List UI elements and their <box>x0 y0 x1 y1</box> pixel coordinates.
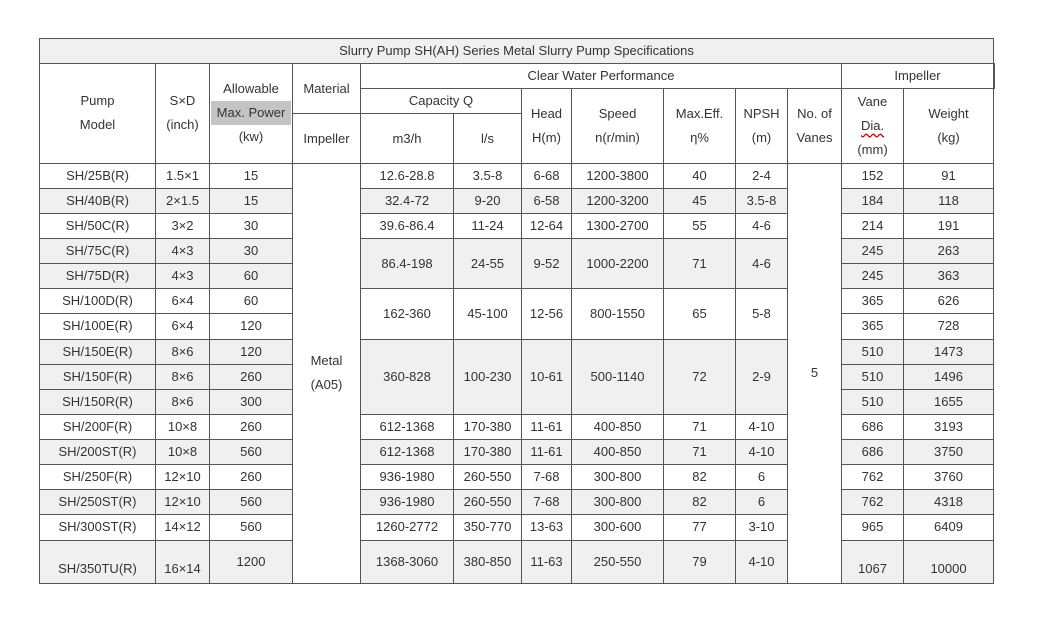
pump-model: SH/250ST(R) <box>40 490 156 515</box>
capacity-m3h: 1260-2772 <box>361 515 454 540</box>
pump-model: SH/25B(R) <box>40 163 156 188</box>
pump-model: SH/200F(R) <box>40 414 156 439</box>
weight-value: 1496 <box>904 364 994 389</box>
sxd-value: 8×6 <box>156 389 210 414</box>
power-value: 260 <box>210 364 293 389</box>
capacity-ls: 11-24 <box>454 213 522 238</box>
pump-model: SH/250F(R) <box>40 465 156 490</box>
header-pricing <box>994 64 995 89</box>
header-npsh: NPSH (m) <box>736 89 788 163</box>
npsh-value: 4-10 <box>736 414 788 439</box>
speed-value: 400-850 <box>572 440 664 465</box>
weight-value: 1655 <box>904 389 994 414</box>
power-value: 30 <box>210 213 293 238</box>
vane-dia-value: 1067 <box>842 540 904 583</box>
sxd-value: 16×14 <box>156 540 210 583</box>
speed-value: 500-1140 <box>572 339 664 414</box>
speed-value: 1200-3800 <box>572 163 664 188</box>
eff-value: 72 <box>664 339 736 414</box>
weight-value: 363 <box>904 264 994 289</box>
power-value: 15 <box>210 163 293 188</box>
material-value: Metal (A05) <box>293 163 361 583</box>
capacity-ls: 260-550 <box>454 490 522 515</box>
header-speed: Speed n(r/min) <box>572 89 664 163</box>
header-sxd: S×D (inch) <box>156 64 210 164</box>
npsh-value: 6 <box>736 490 788 515</box>
head-value: 11-63 <box>522 540 572 583</box>
header-clear-water-performance: Clear Water Performance <box>361 64 842 89</box>
head-value: 11-61 <box>522 414 572 439</box>
weight-value: 3750 <box>904 440 994 465</box>
weight-value: 3193 <box>904 414 994 439</box>
power-value: 300 <box>210 389 293 414</box>
power-value: 60 <box>210 264 293 289</box>
pump-model: SH/150F(R) <box>40 364 156 389</box>
speed-value: 300-600 <box>572 515 664 540</box>
capacity-m3h: 612-1368 <box>361 440 454 465</box>
sxd-value: 12×10 <box>156 490 210 515</box>
capacity-m3h: 12.6-28.8 <box>361 163 454 188</box>
speed-value: 1300-2700 <box>572 213 664 238</box>
sxd-value: 8×6 <box>156 339 210 364</box>
header-impeller: Impeller <box>842 64 994 89</box>
pump-model: SH/75D(R) <box>40 264 156 289</box>
head-value: 12-56 <box>522 289 572 339</box>
pump-model: SH/75C(R) <box>40 239 156 264</box>
speed-value: 800-1550 <box>572 289 664 339</box>
sxd-value: 10×8 <box>156 440 210 465</box>
power-value: 120 <box>210 314 293 339</box>
weight-value: 10000 <box>904 540 994 583</box>
table-row <box>40 540 995 583</box>
eff-value: 65 <box>664 289 736 339</box>
capacity-ls: 45-100 <box>454 289 522 339</box>
power-value: 260 <box>210 465 293 490</box>
head-value: 13-63 <box>522 515 572 540</box>
vane-dia-value: 152 <box>842 163 904 188</box>
header-pump-model: Pump Model <box>40 64 156 164</box>
npsh-value: 4-6 <box>736 213 788 238</box>
power-value: 260 <box>210 414 293 439</box>
sxd-value: 3×2 <box>156 213 210 238</box>
weight-value: 3760 <box>904 465 994 490</box>
eff-value: 77 <box>664 515 736 540</box>
pump-model: SH/40B(R) <box>40 188 156 213</box>
capacity-m3h: 936-1980 <box>361 490 454 515</box>
power-value: 30 <box>210 239 293 264</box>
header-impeller-material: Impeller <box>293 114 361 163</box>
capacity-m3h: 612-1368 <box>361 414 454 439</box>
header-max-power: Allowable Max. Power (kw) <box>210 64 293 164</box>
weight-value: 626 <box>904 289 994 314</box>
table-row <box>40 239 995 264</box>
table-row <box>40 414 995 439</box>
sxd-value: 1.5×1 <box>156 163 210 188</box>
weight-value: 4318 <box>904 490 994 515</box>
pump-model: SH/200ST(R) <box>40 440 156 465</box>
vane-dia-value: 510 <box>842 364 904 389</box>
capacity-ls: 100-230 <box>454 339 522 414</box>
sxd-value: 12×10 <box>156 465 210 490</box>
header-m3h: m3/h <box>361 114 454 163</box>
power-value: 560 <box>210 490 293 515</box>
eff-value: 45 <box>664 188 736 213</box>
table-row <box>40 163 995 188</box>
head-value: 11-61 <box>522 440 572 465</box>
vane-dia-value: 510 <box>842 389 904 414</box>
speed-value: 300-800 <box>572 490 664 515</box>
sxd-value: 8×6 <box>156 364 210 389</box>
table-row <box>40 440 995 465</box>
vane-dia-value: 762 <box>842 490 904 515</box>
sxd-value: 6×4 <box>156 314 210 339</box>
weight-value: 728 <box>904 314 994 339</box>
table-title: Slurry Pump SH(AH) Series Metal Slurry Pump Specifications <box>40 39 994 64</box>
eff-value: 40 <box>664 163 736 188</box>
eff-value: 82 <box>664 490 736 515</box>
npsh-value: 2-9 <box>736 339 788 414</box>
sxd-value: 2×1.5 <box>156 188 210 213</box>
eff-value: 79 <box>664 540 736 583</box>
table-row <box>40 465 995 490</box>
npsh-value: 3.5-8 <box>736 188 788 213</box>
weight-value: 263 <box>904 239 994 264</box>
pump-model: SH/350TU(R) <box>40 540 156 583</box>
npsh-value: 3-10 <box>736 515 788 540</box>
weight-value: 1473 <box>904 339 994 364</box>
header-vane-dia: Vane Dia. (mm) <box>842 89 904 163</box>
power-value: 1200 <box>210 540 293 583</box>
pump-model: SH/100E(R) <box>40 314 156 339</box>
capacity-ls: 170-380 <box>454 440 522 465</box>
power-value: 120 <box>210 339 293 364</box>
header-no-of-vanes: No. of Vanes <box>788 89 842 163</box>
head-value: 9-52 <box>522 239 572 289</box>
capacity-m3h: 360-828 <box>361 339 454 414</box>
spec-table <box>39 38 995 584</box>
speed-value: 1200-3200 <box>572 188 664 213</box>
header-head: Head H(m) <box>522 89 572 163</box>
head-value: 6-58 <box>522 188 572 213</box>
head-value: 6-68 <box>522 163 572 188</box>
capacity-ls: 3.5-8 <box>454 163 522 188</box>
eff-value: 82 <box>664 465 736 490</box>
table-row <box>40 339 995 364</box>
table-row <box>40 515 995 540</box>
vane-dia-value: 245 <box>842 239 904 264</box>
head-value: 10-61 <box>522 339 572 414</box>
capacity-ls: 380-850 <box>454 540 522 583</box>
pump-model: SH/150E(R) <box>40 339 156 364</box>
vane-dia-value: 184 <box>842 188 904 213</box>
power-value: 15 <box>210 188 293 213</box>
pump-model: SH/300ST(R) <box>40 515 156 540</box>
eff-value: 55 <box>664 213 736 238</box>
capacity-ls: 9-20 <box>454 188 522 213</box>
capacity-m3h: 162-360 <box>361 289 454 339</box>
npsh-value: 6 <box>736 465 788 490</box>
vane-dia-value: 686 <box>842 414 904 439</box>
capacity-m3h: 39.6-86.4 <box>361 213 454 238</box>
capacity-ls: 24-55 <box>454 239 522 289</box>
weight-value: 191 <box>904 213 994 238</box>
capacity-ls: 170-380 <box>454 414 522 439</box>
header-weight: Weight (kg) <box>904 89 994 163</box>
eff-value: 71 <box>664 239 736 289</box>
speed-value: 300-800 <box>572 465 664 490</box>
power-value: 60 <box>210 289 293 314</box>
capacity-m3h: 936-1980 <box>361 465 454 490</box>
npsh-value: 4-10 <box>736 540 788 583</box>
pump-model: SH/100D(R) <box>40 289 156 314</box>
header-max-eff: Max.Eff. η% <box>664 89 736 163</box>
table-row <box>40 490 995 515</box>
sxd-value: 6×4 <box>156 289 210 314</box>
table-row <box>40 289 995 314</box>
power-value: 560 <box>210 440 293 465</box>
vane-dia-value: 762 <box>842 465 904 490</box>
sxd-value: 4×3 <box>156 239 210 264</box>
vane-dia-value: 965 <box>842 515 904 540</box>
head-value: 7-68 <box>522 490 572 515</box>
vane-dia-value: 214 <box>842 213 904 238</box>
sxd-value: 4×3 <box>156 264 210 289</box>
head-value: 12-64 <box>522 213 572 238</box>
eff-value: 71 <box>664 414 736 439</box>
vane-dia-value: 510 <box>842 339 904 364</box>
capacity-ls: 260-550 <box>454 465 522 490</box>
header-capacity: Capacity Q <box>361 89 522 114</box>
speed-value: 1000-2200 <box>572 239 664 289</box>
capacity-m3h: 32.4-72 <box>361 188 454 213</box>
weight-value: 6409 <box>904 515 994 540</box>
capacity-m3h: 86.4-198 <box>361 239 454 289</box>
header-ls: l/s <box>454 114 522 163</box>
eff-value: 71 <box>664 440 736 465</box>
sxd-value: 14×12 <box>156 515 210 540</box>
vanes-value: 5 <box>788 163 842 583</box>
weight-value: 91 <box>904 163 994 188</box>
pump-model: SH/50C(R) <box>40 213 156 238</box>
vane-dia-value: 365 <box>842 289 904 314</box>
speed-value: 400-850 <box>572 414 664 439</box>
vane-dia-value: 686 <box>842 440 904 465</box>
capacity-m3h: 1368-3060 <box>361 540 454 583</box>
weight-value: 118 <box>904 188 994 213</box>
table-row <box>40 213 995 238</box>
npsh-value: 4-10 <box>736 440 788 465</box>
npsh-value: 2-4 <box>736 163 788 188</box>
vane-dia-value: 245 <box>842 264 904 289</box>
sxd-value: 10×8 <box>156 414 210 439</box>
power-value: 560 <box>210 515 293 540</box>
vane-dia-value: 365 <box>842 314 904 339</box>
speed-value: 250-550 <box>572 540 664 583</box>
header-material: Material <box>293 64 361 114</box>
npsh-value: 4-6 <box>736 239 788 289</box>
capacity-ls: 350-770 <box>454 515 522 540</box>
npsh-value: 5-8 <box>736 289 788 339</box>
head-value: 7-68 <box>522 465 572 490</box>
table-row <box>40 188 995 213</box>
pump-model: SH/150R(R) <box>40 389 156 414</box>
